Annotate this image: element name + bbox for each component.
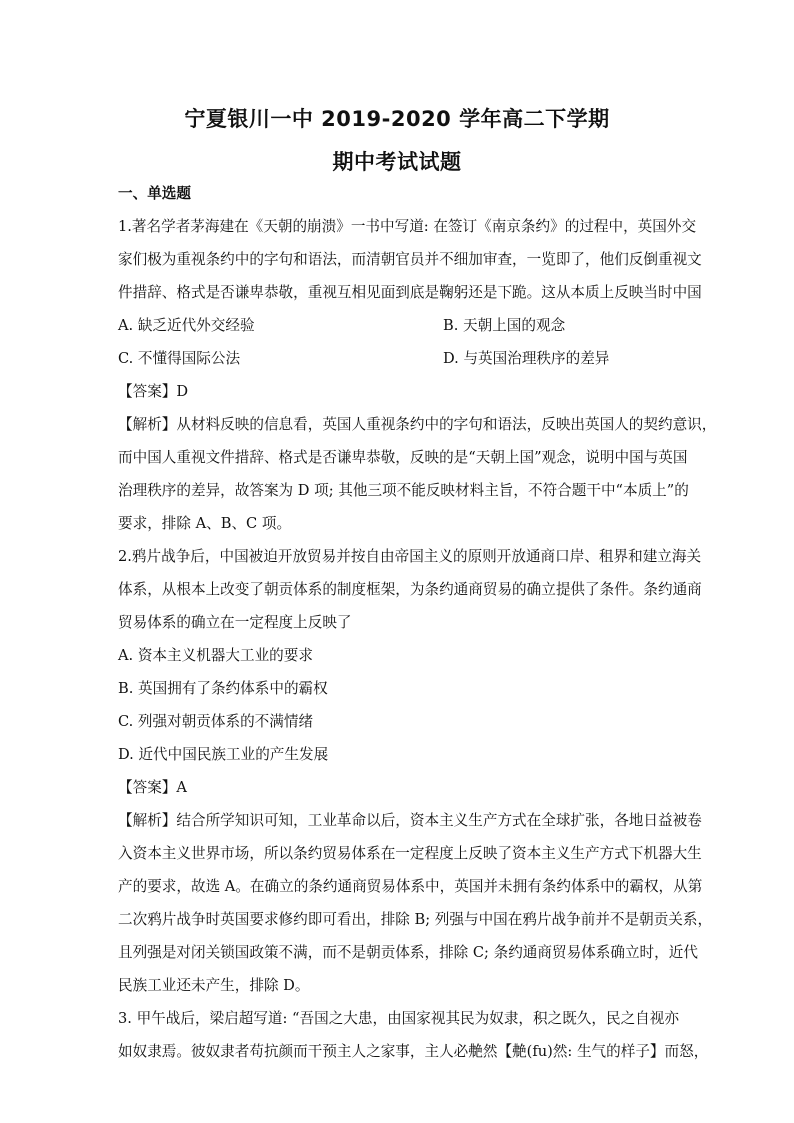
q2-analysis-line: 民族工业还未产生，排除 D。: [118, 977, 310, 994]
q2-option-c: C. 列强对朝贡体系的不满情绪: [118, 713, 314, 730]
q1-answer: 【答案】D: [118, 383, 189, 400]
q1-option-c: C. 不懂得国际公法: [118, 350, 241, 367]
q3-stem-line: 3. 甲午战后，梁启超写道: “吾国之大患，由国家视其民为奴隶，积之既久，民之自视亦: [118, 1010, 679, 1027]
q1-option-a: A. 缺乏近代外交经验: [118, 317, 255, 334]
q2-option-b: B. 英国拥有了条约体系中的霸权: [118, 680, 328, 697]
q1-option-d: D. 与英国治理秩序的差异: [443, 350, 610, 367]
q2-stem-line: 2.鸦片战争后，中国被迫开放贸易并按自由帝国主义的原则开放通商口岸、租界和建立海关: [118, 548, 702, 565]
q1-stem-line: 件措辞、格式是否谦卑恭敬，重视互相见面到底是鞠躬还是下跪。这从本质上反映当时中国: [118, 284, 702, 301]
q2-answer: 【答案】A: [118, 779, 187, 796]
q2-option-d: D. 近代中国民族工业的产生发展: [118, 746, 329, 763]
q3-stem-line: 如奴隶焉。彼奴隶者苟抗颜而干预主人之家事，主人必艴然【艴(fu)然: 生气的样子】而怒，: [118, 1043, 709, 1060]
document-subtitle: 期中考试试题: [332, 150, 462, 174]
q1-analysis-line: 【解析】从材料反映的信息看，英国人重视条约中的字句和语法，反映出英国人的契约意识，: [118, 416, 717, 433]
q2-stem-line: 体系，从根本上改变了朝贡体系的制度框架，为条约通商贸易的确立提供了条件。条约通商: [118, 581, 702, 598]
q2-analysis-line: 且列强是对闭关锁国政策不满，而不是朝贡体系，排除 C; 条约通商贸易体系确立时，近代: [118, 944, 698, 961]
q2-analysis-line: 【解析】结合所学知识可知，工业革命以后，资本主义生产方式在全球扩张，各地日益被卷: [118, 812, 702, 829]
q1-stem-line: 1.著名学者茅海建在《天朝的崩溃》一书中写道: 在签订《南京条约》的过程中，英国外交: [118, 218, 697, 235]
q1-stem-line: 家们极为重视条约中的字句和语法，而清朝官员并不细加审查，一览即了，他们反倒重视文: [118, 251, 702, 268]
q2-analysis-line: 产的要求，故选 A。在确立的条约通商贸易体系中，英国并未拥有条约体系中的霸权，从第: [118, 878, 703, 895]
q1-option-b: B. 天朝上国的观念: [443, 317, 566, 334]
q2-option-a: A. 资本主义机器大工业的要求: [118, 647, 313, 664]
q2-analysis-line: 入资本主义世界市场，所以条约贸易体系在一定程度上反映了资本主义生产方式下机器大生: [118, 845, 702, 862]
q2-stem-line: 贸易体系的确立在一定程度上反映了: [118, 614, 352, 631]
q1-analysis-line: 治理秩序的差异，故答案为 D 项; 其他三项不能反映材料主旨，不符合题干中“本质上”的: [118, 482, 689, 499]
document-title: 宁夏银川一中 2019-2020 学年高二下学期: [184, 107, 610, 131]
q1-analysis-line: 要求，排除 A、B、C 项。: [118, 515, 292, 532]
q2-analysis-line: 二次鸦片战争时英国要求修约即可看出，排除 B; 列强与中国在鸦片战争前并不是朝贡关系，: [118, 911, 713, 928]
section-heading: 一、单选题: [118, 185, 191, 202]
q1-analysis-line: 而中国人重视文件措辞、格式是否谦卑恭敬，反映的是“天朝上国”观念，说明中国与英国: [118, 449, 688, 466]
